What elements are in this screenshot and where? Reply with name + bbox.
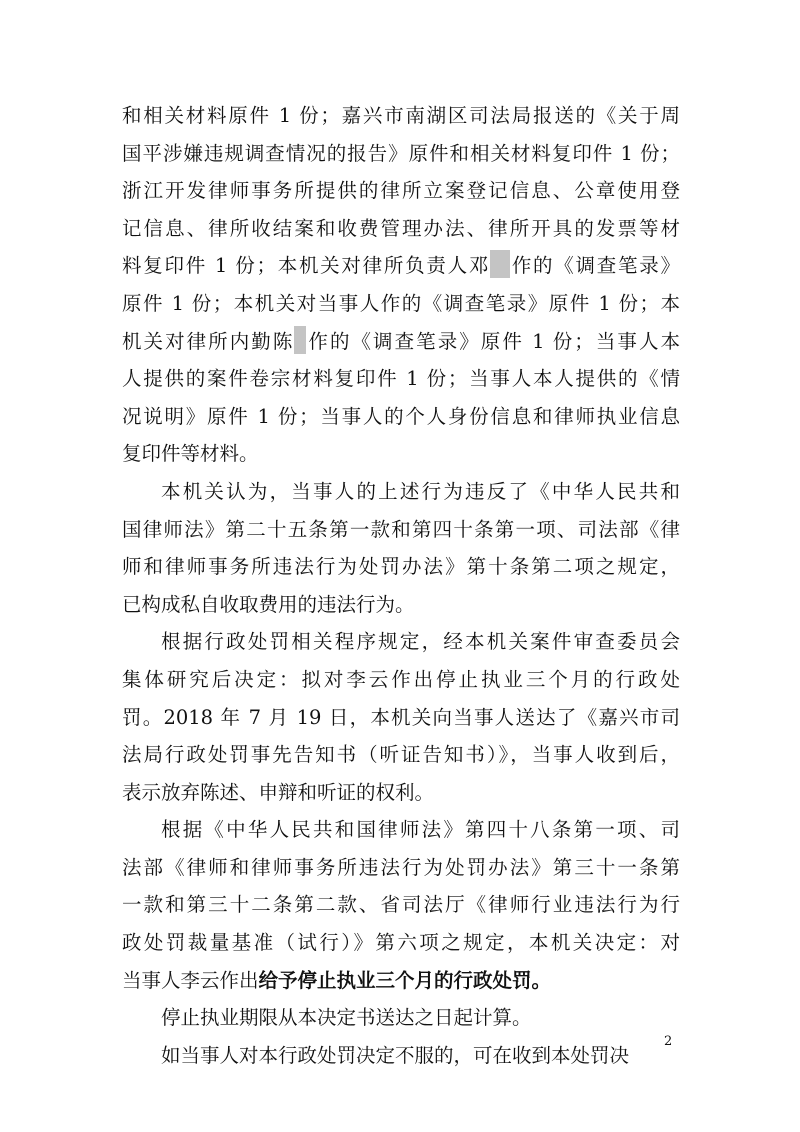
text-line: 和相关材料原件 1 份；嘉兴市南湖区司法局报送的《关于周 [122, 104, 680, 127]
text-line: 罚。2018 年 7 月 19 日，本机关向当事人送达了《嘉兴市司 [122, 705, 680, 729]
text-line: 法部《律师和律师事务所违法行为处罚办法》第三十一条第 [122, 855, 680, 879]
document-body [122, 97, 680, 1074]
text-segment: 作的《调查笔录》 [510, 254, 680, 278]
text-line: 复印件等材料。 [122, 442, 259, 466]
text-line: 已构成私自收取费用的违法行为。 [122, 592, 415, 616]
text-line: 停止执业期限从本决定书送达之日起计算。 [161, 1006, 532, 1030]
text-line: 国平涉嫌违规调查情况的报告》原件和相关材料复印件 1 份； [122, 141, 680, 165]
text-line: 集体研究后决定：拟对李云作出停止执业三个月的行政处 [122, 667, 680, 691]
text-line [122, 323, 680, 361]
text-line: 浙江开发律师事务所提供的律所立案登记信息、公章使用登 [122, 179, 680, 203]
decision-emphasis: 给予停止执业三个月的行政处罚。 [258, 968, 552, 992]
text-line: 原件 1 份；本机关对当事人作的《调查笔录》原件 1 份；本 [122, 291, 680, 315]
text-line: 根据《中华人民共和国律师法》第四十八条第一项、司 [161, 818, 680, 842]
text-segment: 作的《调查笔录》原件 1 份；当事人本 [306, 329, 680, 353]
redaction-mark [294, 326, 306, 354]
text-line: 师和律师事务所违法行为处罚办法》第十条第二项之规定， [122, 555, 680, 579]
text-line [122, 247, 680, 285]
text-line: 本机关认为，当事人的上述行为违反了《中华人民共和 [161, 479, 680, 503]
redaction-mark [490, 250, 510, 278]
text-segment: 机关对律所内勤陈 [122, 329, 295, 353]
text-line: 一款和第三十二条第二款、省司法厅《律师行业违法行为行 [122, 893, 680, 917]
text-line: 表示放弃陈述、申辩和听证的权利。 [122, 780, 435, 804]
text-segment: 料复印件 1 份；本机关对律所负责人邓 [122, 254, 491, 278]
text-line: 根据行政处罚相关程序规定，经本机关案件审查委员会 [161, 630, 680, 654]
text-line [122, 962, 680, 1000]
text-segment: 当事人李云作出 [122, 968, 259, 992]
text-line: 政处罚裁量基准（试行）》第六项之规定，本机关决定：对 [122, 931, 680, 955]
text-line: 记信息、律所收结案和收费管理办法、律所开具的发票等材 [122, 216, 680, 240]
page-number: 2 [664, 1034, 673, 1049]
text-line: 况说明》原件 1 份；当事人的个人身份信息和律师执业信息 [122, 404, 680, 428]
text-line: 人提供的案件卷宗材料复印件 1 份；当事人本人提供的《情 [122, 367, 680, 391]
text-line: 如当事人对本行政处罚决定不服的，可在收到本处罚决 [161, 1043, 630, 1067]
text-line: 法局行政处罚事先告知书（听证告知书）》，当事人收到后， [122, 743, 680, 767]
text-line: 国律师法》第二十五条第一款和第四十条第一项、司法部《律 [122, 517, 680, 541]
